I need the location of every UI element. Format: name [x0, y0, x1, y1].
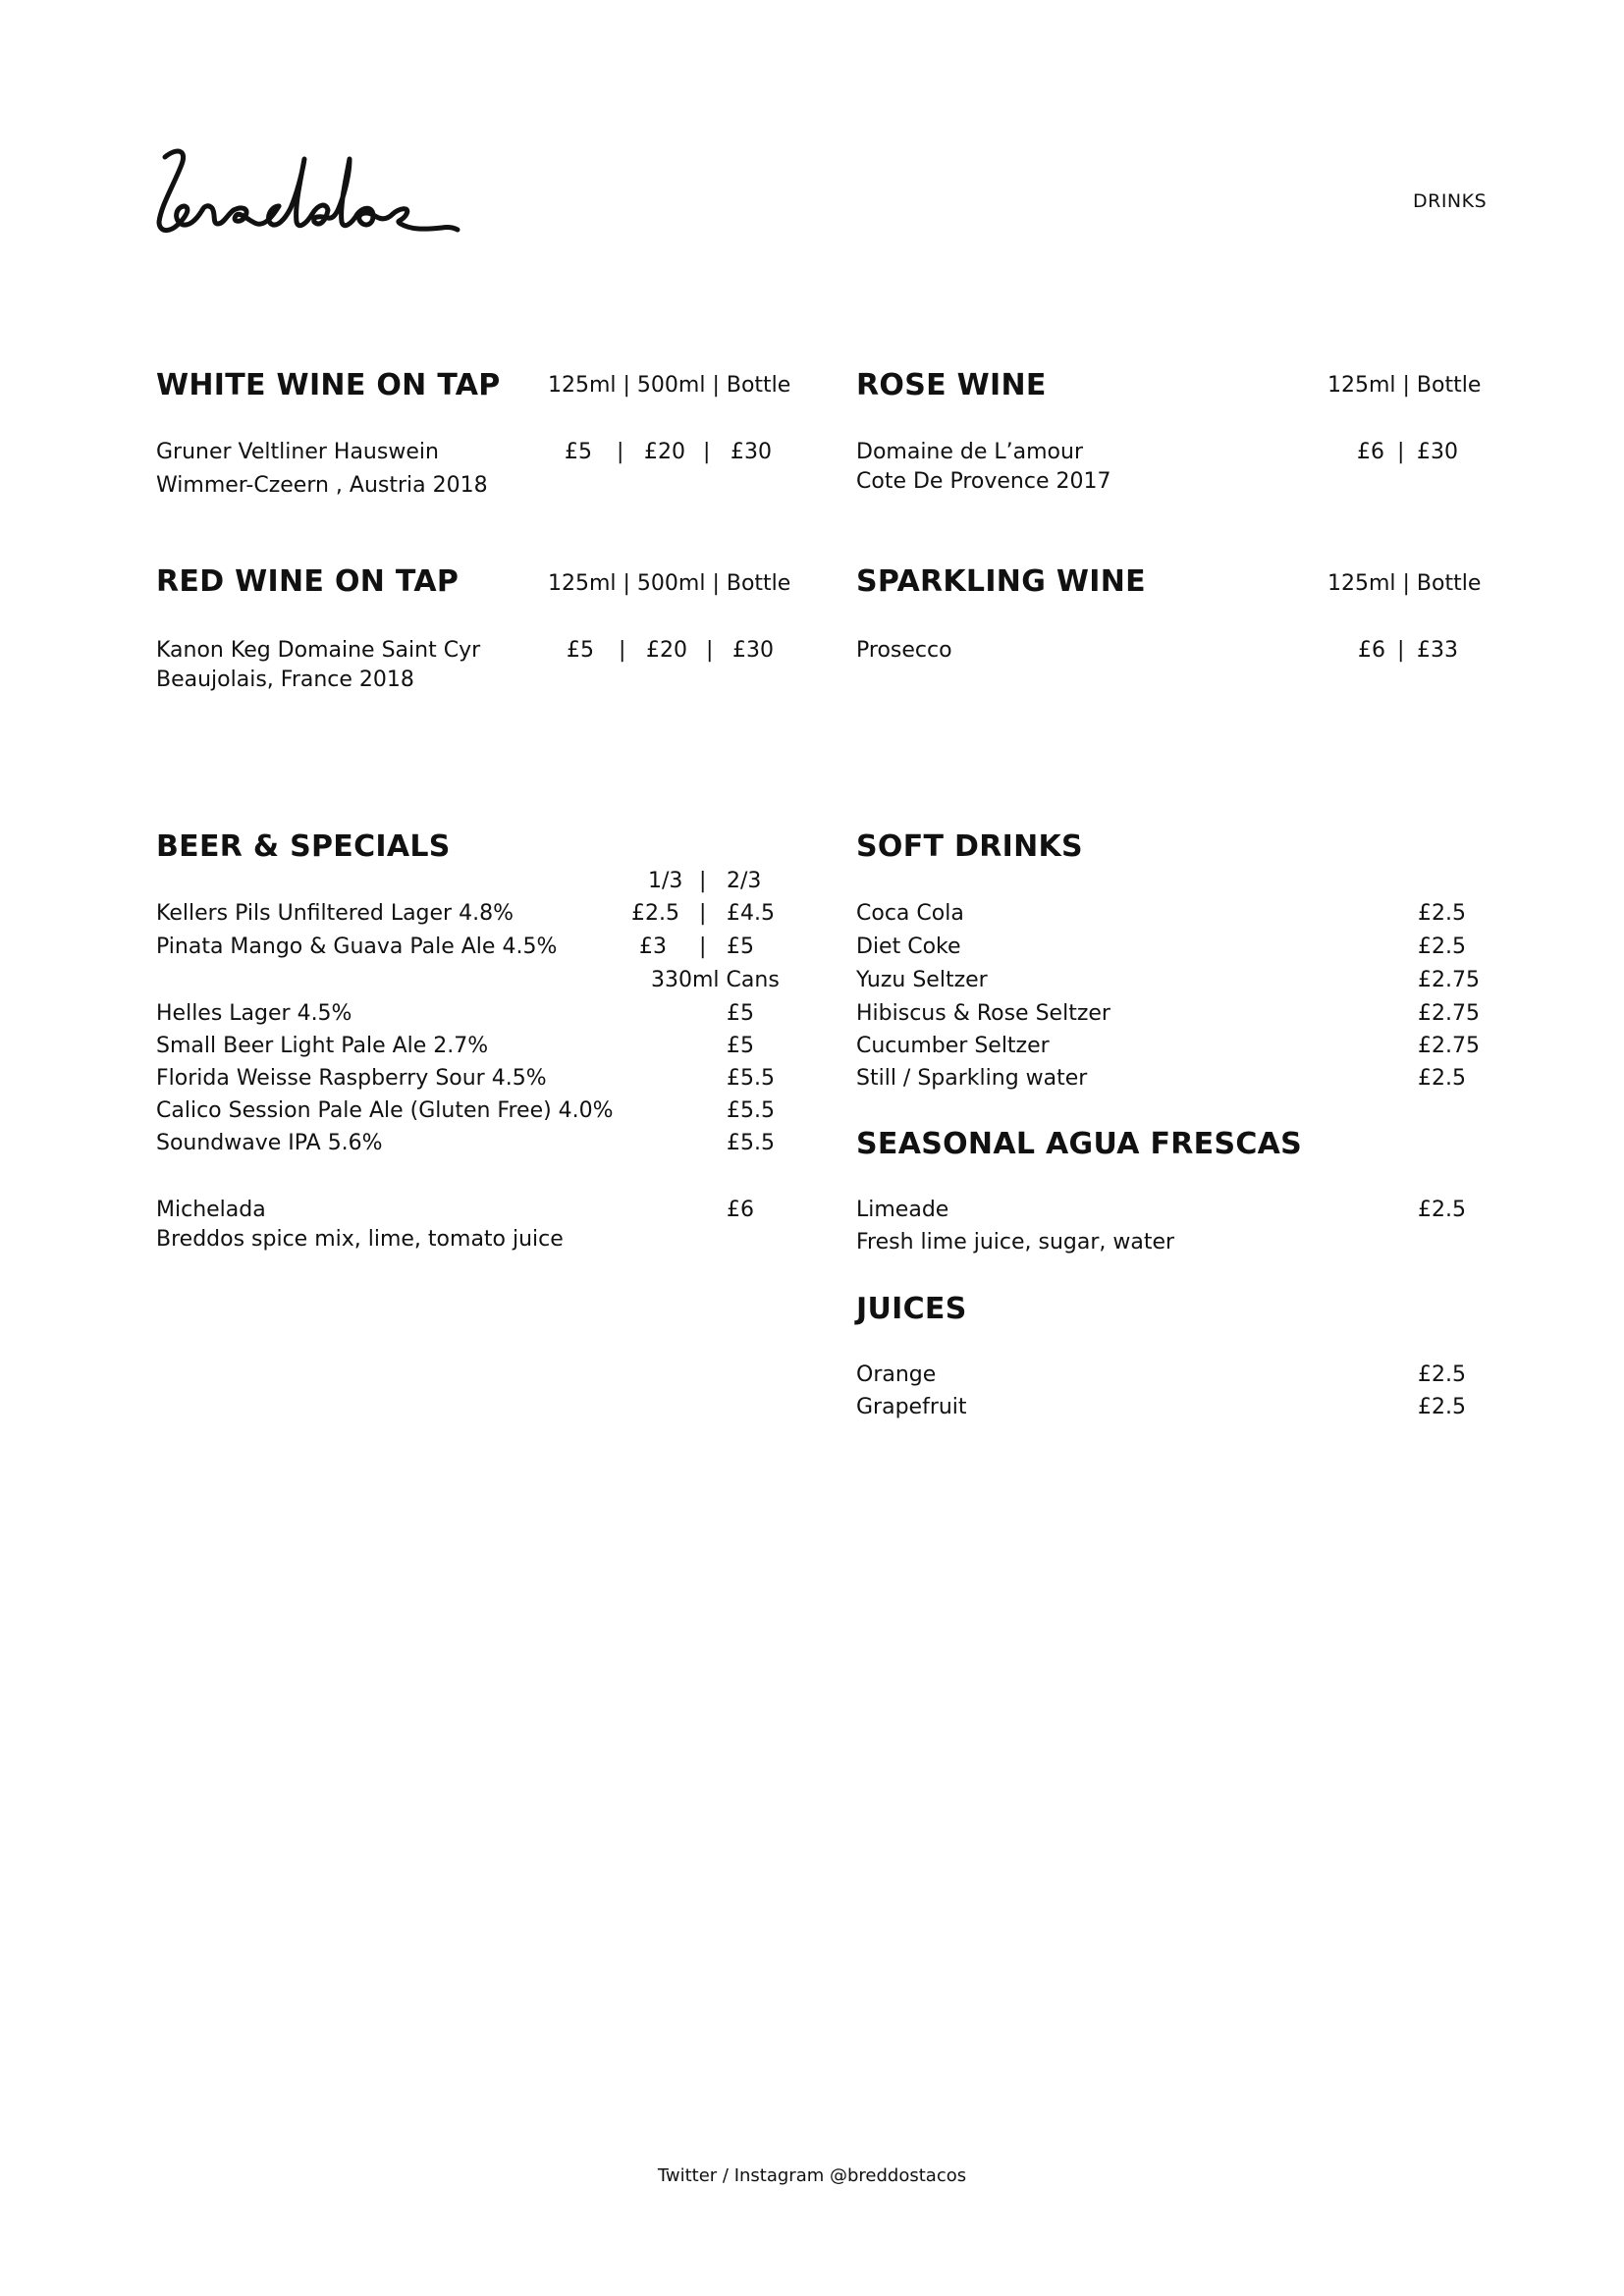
beer-draught-name: Pinata Mango & Guava Pale Ale 4.5% — [156, 934, 558, 959]
beer-draught-price-third: £2.5 — [631, 901, 679, 926]
soft-drink-price: £2.75 — [1418, 1001, 1480, 1026]
juice-name: Orange — [856, 1362, 937, 1387]
beer-can-name: Small Beer Light Pale Ale 2.7% — [156, 1034, 489, 1058]
soft-drink-price: £2.75 — [1418, 1034, 1480, 1058]
white-wine-price-bottle: £30 — [731, 440, 772, 464]
page-label: DRINKS — [1413, 190, 1488, 212]
soft-drink-price: £2.5 — [1418, 901, 1466, 926]
breddos-logo — [147, 137, 461, 245]
soft-drink-name: Coca Cola — [856, 901, 964, 926]
soft-drinks-title: SOFT DRINKS — [856, 829, 1083, 864]
red-wine-item-name: Kanon Keg Domaine Saint Cyr — [156, 638, 481, 663]
sparkling-wine-title: SPARKLING WINE — [856, 564, 1146, 599]
red-wine-price-125: £5 — [567, 638, 594, 663]
beer-can-price: £5.5 — [727, 1066, 775, 1091]
white-wine-sizes: 125ml | 500ml | Bottle — [548, 373, 791, 398]
beer-can-price: £5.5 — [727, 1098, 775, 1123]
white-wine-item-origin: Wimmer-Czeern , Austria 2018 — [156, 473, 488, 498]
beer-can-name: Florida Weisse Raspberry Sour 4.5% — [156, 1066, 547, 1091]
rose-wine-price-bottle: £30 — [1417, 440, 1458, 464]
white-wine-price-500: £20 — [644, 440, 685, 464]
price-separator: | — [1397, 638, 1405, 663]
beer-can-name: Calico Session Pale Ale (Gluten Free) 4.0% — [156, 1098, 614, 1123]
price-separator: | — [1397, 440, 1405, 464]
beer-title: BEER & SPECIALS — [156, 829, 451, 864]
beer-can-price: £5 — [727, 1001, 754, 1026]
agua-frescas-title: SEASONAL AGUA FRESCAS — [856, 1127, 1303, 1161]
price-separator: | — [699, 869, 707, 893]
sparkling-wine-price-bottle: £33 — [1417, 638, 1458, 663]
social-footer: Twitter / Instagram @breddostacos — [657, 2165, 967, 2186]
price-separator: | — [619, 638, 626, 663]
michelada-price: £6 — [727, 1198, 754, 1222]
soft-drink-name: Diet Coke — [856, 934, 961, 959]
beer-draught-name: Kellers Pils Unfiltered Lager 4.8% — [156, 901, 514, 926]
beer-size-third: 1/3 — [648, 869, 683, 893]
beer-draught-price-third: £3 — [639, 934, 667, 959]
sparkling-wine-price-125: £6 — [1358, 638, 1385, 663]
juice-price: £2.5 — [1418, 1362, 1466, 1387]
red-wine-price-500: £20 — [646, 638, 687, 663]
rose-wine-item-name: Domaine de L’amour — [856, 440, 1083, 464]
michelada-name: Michelada — [156, 1198, 266, 1222]
soft-drink-price: £2.5 — [1418, 934, 1466, 959]
soft-drink-name: Still / Sparkling water — [856, 1066, 1088, 1091]
price-separator: | — [706, 638, 714, 663]
red-wine-price-bottle: £30 — [732, 638, 774, 663]
white-wine-item-name: Gruner Veltliner Hauswein — [156, 440, 439, 464]
beer-can-price: £5 — [727, 1034, 754, 1058]
rose-wine-sizes: 125ml | Bottle — [1327, 373, 1482, 398]
agua-fresca-description: Fresh lime juice, sugar, water — [856, 1230, 1175, 1255]
red-wine-title: RED WINE ON TAP — [156, 564, 460, 599]
beer-draught-price-two-thirds: £5 — [727, 934, 754, 959]
price-separator: | — [617, 440, 624, 464]
soft-drink-name: Cucumber Seltzer — [856, 1034, 1050, 1058]
rose-wine-price-125: £6 — [1357, 440, 1384, 464]
white-wine-price-125: £5 — [565, 440, 592, 464]
sparkling-wine-sizes: 125ml | Bottle — [1327, 571, 1482, 596]
price-separator: | — [703, 440, 711, 464]
soft-drink-price: £2.75 — [1418, 968, 1480, 992]
soft-drink-name: Hibiscus & Rose Seltzer — [856, 1001, 1110, 1026]
beer-cans-label: 330ml Cans — [651, 968, 780, 992]
price-separator: | — [699, 901, 707, 926]
agua-fresca-name: Limeade — [856, 1198, 949, 1222]
price-separator: | — [699, 934, 707, 959]
juice-name: Grapefruit — [856, 1395, 967, 1419]
logo-script-icon — [147, 137, 461, 245]
beer-can-name: Soundwave IPA 5.6% — [156, 1131, 383, 1155]
red-wine-sizes: 125ml | 500ml | Bottle — [548, 571, 791, 596]
michelada-description: Breddos spice mix, lime, tomato juice — [156, 1227, 564, 1252]
beer-can-name: Helles Lager 4.5% — [156, 1001, 352, 1026]
agua-fresca-price: £2.5 — [1418, 1198, 1466, 1222]
juice-price: £2.5 — [1418, 1395, 1466, 1419]
sparkling-wine-item-name: Prosecco — [856, 638, 952, 663]
rose-wine-item-origin: Cote De Provence 2017 — [856, 469, 1111, 494]
white-wine-title: WHITE WINE ON TAP — [156, 368, 501, 402]
beer-size-two-thirds: 2/3 — [727, 869, 762, 893]
juices-title: JUICES — [856, 1292, 967, 1326]
beer-can-price: £5.5 — [727, 1131, 775, 1155]
soft-drink-price: £2.5 — [1418, 1066, 1466, 1091]
beer-draught-price-two-thirds: £4.5 — [727, 901, 775, 926]
red-wine-item-origin: Beaujolais, France 2018 — [156, 667, 414, 692]
rose-wine-title: ROSE WINE — [856, 368, 1047, 402]
soft-drink-name: Yuzu Seltzer — [856, 968, 988, 992]
